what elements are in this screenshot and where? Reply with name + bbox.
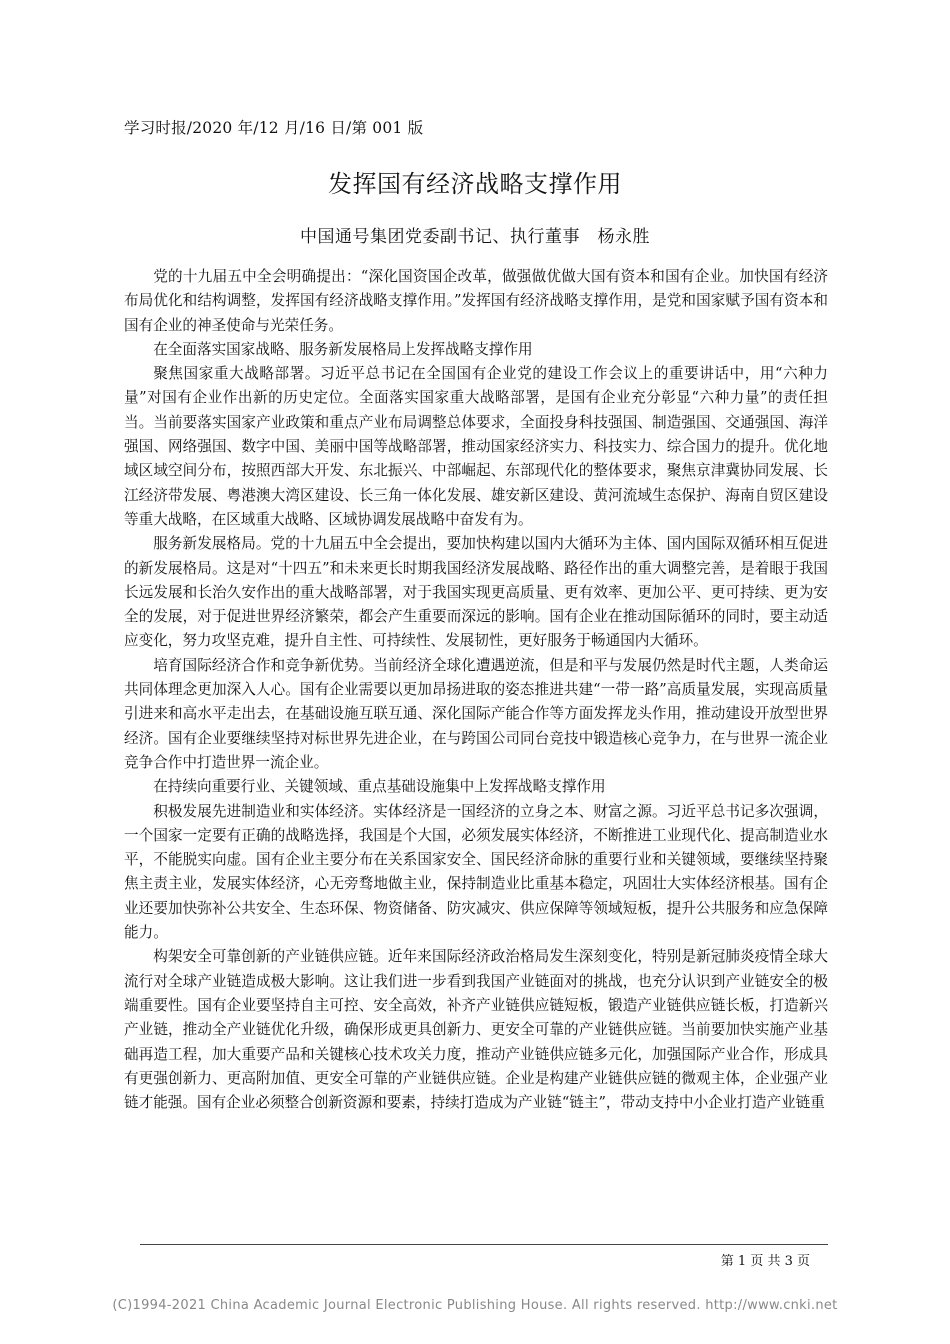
copyright-footer: (C)1994-2021 China Academic Journal Electronic Publishing House. All rights reserved. http://www.cnki.net: [112, 1298, 838, 1313]
paragraph: 构架安全可靠创新的产业链供应链。近年来国际经济政治格局发生深刻变化，特别是新冠肺炎疫情全球大流行对全球产业链造成极大影响。这让我们进一步看到我国产业链面对的挑战，也充分认识到产业链安全的极端重要性。国有企业要坚持自主可控、安全高效，补齐产业链供应链短板，锻造产业链供应链长板，打造新兴产业链，推动全产业链优化升级，确保形成更具创新力、更安全可靠的产业链供应链。当前要加快实施产业基础再造工程，加大重要产品和关键核心技术攻关力度，推动产业链供应链多元化，加强国际产业合作，形成具有更强创新力、更高附加值、更安全可靠的产业链供应链。企业是构建产业链供应链的微观主体，企业强产业链才能强。国有企业必须整合创新资源和要素，持续打造成为产业链“链主”，带动支持中小企业打造产业链重: [124, 948, 828, 1112]
paragraph: 服务新发展格局。党的十九届五中全会提出，要加快构建以国内大循环为主体、国内国际双循环相互促进的新发展格局。这是对“十四五”和未来更长时期我国经济发展战略、路径作出的重大调整完善，是着眼于我国长远发展和长治久安作出的重大战略部署，对于我国实现更高质量、更有效率、更加公平、更可持续、更为安全的发展，对于促进世界经济繁荣，都会产生重要而深远的影响。国有企业在推动国际循环的同时，要主动适应变化，努力攻坚克难，提升自主性、可持续性、发展韧性，更好服务于畅通国内大循环。: [124, 535, 828, 650]
paragraph: 聚焦国家重大战略部署。习近平总书记在全国国有企业党的建设工作会议上的重要讲话中，用“六种力量”对国有企业作出新的历史定位。全面落实国家重大战略部署，是国有企业充分彰显“六种力量”的责任担当。当前要落实国家产业政策和重点产业布局调整总体要求，全面投身科技强国、制造强国、交通强国、海洋强国、网络强国、数字中国、美丽中国等战略部署，推动国家经济实力、科技实力、综合国力的提升。优化地域区域空间分布，按照西部大开发、东北振兴、中部崛起、东部现代化的整体要求，聚焦京津冀协同发展、长江经济带发展、粤港澳大湾区建设、长三角一体化发展、雄安新区建设、黄河流域生态保护、海南自贸区建设等重大战略，在区域重大战略、区域协调发展战略中奋发有为。: [124, 365, 828, 528]
article-title: 发挥国有经济战略支撑作用: [328, 170, 622, 198]
section-heading: 在持续向重要行业、关键领域、重点基础设施集中上发挥战略支撑作用: [153, 778, 606, 796]
paragraph: 积极发展先进制造业和实体经济。实体经济是一国经济的立身之本、财富之源。习近平总书记多次强调，一个国家一定要有正确的战略选择，我国是个大国，必须发展实体经济，不断推进工业现代化、提高制造业水平，不能脱实向虚。国有企业主要分布在关系国家安全、国民经济命脉的重要行业和关键领域，要继续坚持聚焦主责主业，发展实体经济，心无旁骛地做主业，保持制造业比重基本稳定，巩固壮大实体经济根基。国有企业还要加快弥补公共安全、生态环保、物资储备、防灾减灾、供应保障等领域短板，提升公共服务和应急保障能力。: [124, 802, 828, 942]
paragraph: 培育国际经济合作和竞争新优势。当前经济全球化遭遇逆流，但是和平与发展仍然是时代主题，人类命运共同体理念更加深入人心。国有企业需要以更加昂扬进取的姿态推进共建“一带一路”高质量发展，实现高质量引进来和高水平走出去，在基础设施互联互通、深化国际产能合作等方面发挥龙头作用，推动建设开放型世界经济。国有企业要继续坚持对标世界先进企业，在与跨国公司同台竞技中锻造核心竞争力，在与世界一流企业竞争合作中打造世界一流企业。: [124, 656, 828, 771]
source-line: 学习时报/2020 年/12 月/16 日/第 001 版: [124, 119, 424, 137]
paragraph-intro: 党的十九届五中全会明确提出：“深化国资国企改革，做强做优做大国有资本和国有企业。加快国有经济布局优化和结构调整，发挥国有经济战略支撑作用。”发挥国有经济战略支撑作用，是党和国家赋予国有资本和国有企业的神圣使命与光荣任务。: [124, 268, 828, 334]
section-heading: 在全面落实国家战略、服务新发展格局上发挥战略支撑作用: [153, 340, 533, 358]
footer-divider: [140, 1244, 828, 1245]
page-number: 第 1 页 共 3 页: [720, 1254, 810, 1269]
article-body: [124, 265, 828, 1223]
article-author: 中国通号集团党委副书记、执行董事 杨永胜: [300, 227, 650, 247]
